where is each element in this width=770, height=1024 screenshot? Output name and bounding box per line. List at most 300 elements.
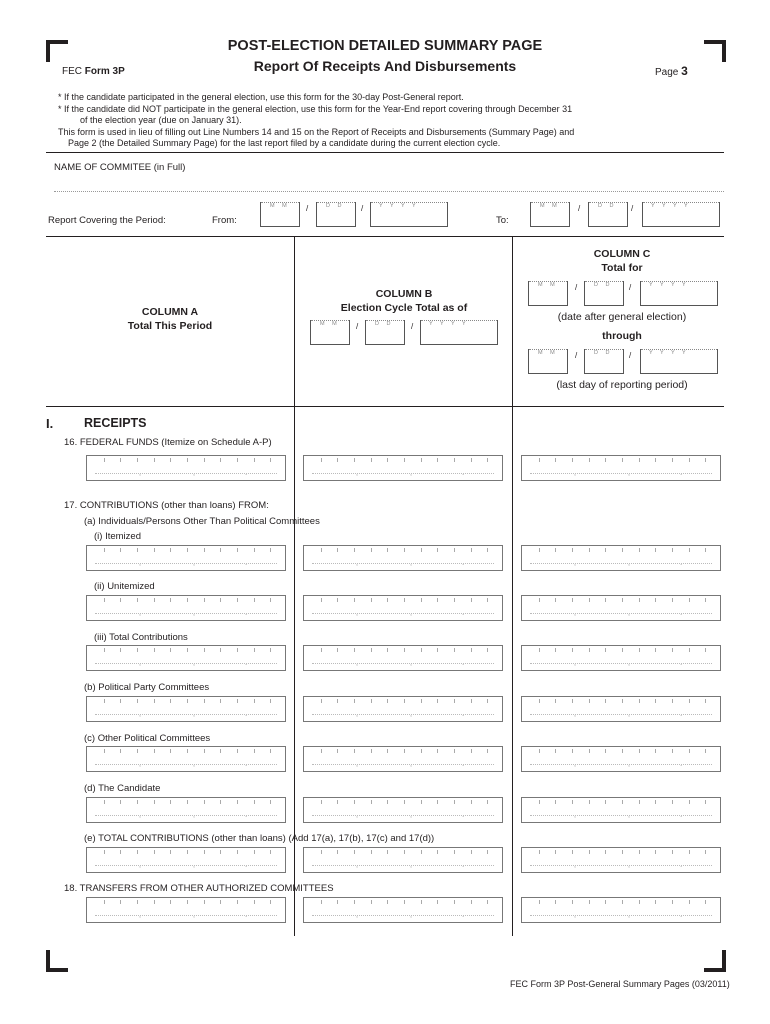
digit-tick <box>454 548 455 552</box>
column-b-year-field[interactable]: Y Y Y Y <box>420 320 498 345</box>
digit-tick <box>237 598 238 602</box>
thousands-mark: , <box>193 711 195 718</box>
digit-tick <box>622 800 623 804</box>
thousands-mark: , <box>574 812 576 819</box>
digit-tick <box>622 749 623 753</box>
digit-tick <box>689 699 690 703</box>
divider <box>46 152 724 153</box>
digit-tick <box>354 548 355 552</box>
digit-tick <box>137 900 138 904</box>
digit-tick <box>421 900 422 904</box>
digit-tick <box>270 598 271 602</box>
digit-tick <box>437 548 438 552</box>
amount-field-line-18-column-a[interactable] <box>86 897 286 923</box>
amount-field-line-17a-ii-column-b[interactable] <box>303 595 503 621</box>
amount-field-line-17c-column-a[interactable] <box>86 746 286 772</box>
digit-tick <box>622 699 623 703</box>
digit-tick <box>120 648 121 652</box>
digit-tick <box>421 749 422 753</box>
amount-field-line-17e-column-a[interactable] <box>86 847 286 873</box>
thousands-mark: , <box>410 470 412 477</box>
digit-tick <box>354 800 355 804</box>
digit-tick <box>371 458 372 462</box>
digit-tick <box>337 648 338 652</box>
committee-name-field[interactable] <box>54 177 724 192</box>
digit-tick <box>404 699 405 703</box>
page-number-value: 3 <box>681 64 688 78</box>
digit-tick <box>539 458 540 462</box>
amount-field-line-17d-column-a[interactable] <box>86 797 286 823</box>
digit-guide <box>95 915 277 916</box>
digit-tick <box>421 850 422 854</box>
digit-tick <box>404 458 405 462</box>
digit-tick <box>237 548 238 552</box>
to-year-field[interactable]: Y Y Y Y <box>642 202 720 227</box>
digit-tick <box>639 699 640 703</box>
thousands-mark: , <box>139 912 141 919</box>
divider <box>46 406 724 407</box>
thousands-mark: , <box>410 560 412 567</box>
digit-tick <box>639 800 640 804</box>
digit-tick <box>471 458 472 462</box>
amount-field-line-18-column-b[interactable] <box>303 897 503 923</box>
digit-tick <box>187 800 188 804</box>
digit-tick <box>204 749 205 753</box>
column-c-start-day-field[interactable]: D D <box>584 281 624 306</box>
digit-tick <box>689 749 690 753</box>
digit-guide <box>530 473 712 474</box>
digit-tick <box>605 648 606 652</box>
amount-field-line-17a-iii-column-b[interactable] <box>303 645 503 671</box>
amount-field-line-16-column-b[interactable] <box>303 455 503 481</box>
period-label: Report Covering the Period: <box>48 215 166 226</box>
digit-tick <box>487 800 488 804</box>
digit-tick <box>705 900 706 904</box>
decimal-mark: . <box>680 910 683 919</box>
digit-tick <box>154 648 155 652</box>
digit-tick <box>387 458 388 462</box>
digit-tick <box>137 800 138 804</box>
amount-field-line-17a-ii-column-a[interactable] <box>86 595 286 621</box>
digit-tick <box>321 850 322 854</box>
digit-tick <box>387 598 388 602</box>
digit-tick <box>689 900 690 904</box>
digit-tick <box>572 900 573 904</box>
digit-tick <box>672 458 673 462</box>
digit-tick <box>120 850 121 854</box>
thousands-mark: , <box>628 812 630 819</box>
page-label: Page <box>655 67 679 78</box>
thousands-mark: , <box>574 912 576 919</box>
date-separator: / <box>629 351 632 360</box>
digit-tick <box>321 458 322 462</box>
digit-tick <box>154 850 155 854</box>
digit-tick <box>371 699 372 703</box>
column-a-subtitle: Total This Period <box>127 320 213 332</box>
digit-tick <box>237 749 238 753</box>
thousands-mark: , <box>139 470 141 477</box>
column-divider <box>294 406 295 936</box>
from-month-field[interactable]: M M <box>260 202 300 227</box>
digit-tick <box>589 900 590 904</box>
amount-field-line-16-column-a[interactable] <box>86 455 286 481</box>
column-b-title: COLUMN B <box>375 288 433 300</box>
digit-tick <box>220 598 221 602</box>
digit-tick <box>387 548 388 552</box>
digit-tick <box>270 548 271 552</box>
digit-guide <box>95 714 277 715</box>
digit-tick <box>137 548 138 552</box>
digit-tick <box>187 598 188 602</box>
amount-field-line-17a-i-column-c[interactable] <box>521 545 721 571</box>
digit-guide <box>530 764 712 765</box>
digit-tick <box>437 699 438 703</box>
digit-tick <box>220 548 221 552</box>
line-17a-iii-label: (iii) Total Contributions <box>94 632 188 643</box>
column-b-day-field[interactable]: D D <box>365 320 405 345</box>
digit-tick <box>689 850 690 854</box>
form-footer: FEC Form 3P Post-General Summary Pages (03/2011) <box>510 979 730 989</box>
digit-tick <box>539 900 540 904</box>
amount-field-line-17d-column-b[interactable] <box>303 797 503 823</box>
digit-tick <box>487 850 488 854</box>
digit-tick <box>672 900 673 904</box>
digit-tick <box>555 900 556 904</box>
thousands-mark: , <box>628 560 630 567</box>
section-title: RECEIPTS <box>84 416 147 430</box>
digit-tick <box>170 548 171 552</box>
digit-guide <box>95 663 277 664</box>
amount-field-line-17b-column-a[interactable] <box>86 696 286 722</box>
instruction-line: Page 2 (the Detailed Summary Page) for the last report filed by a candidate during the current election cycle. <box>68 138 501 148</box>
digit-tick <box>170 598 171 602</box>
amount-field-line-17a-i-column-a[interactable] <box>86 545 286 571</box>
from-year-field[interactable]: Y Y Y Y <box>370 202 448 227</box>
digit-tick <box>454 850 455 854</box>
digit-tick <box>104 648 105 652</box>
digit-guide <box>95 613 277 614</box>
thousands-mark: , <box>356 862 358 869</box>
digit-tick <box>572 648 573 652</box>
digit-tick <box>589 850 590 854</box>
amount-field-line-17a-ii-column-c[interactable] <box>521 595 721 621</box>
digit-tick <box>404 800 405 804</box>
thousands-mark: , <box>410 862 412 869</box>
digit-tick <box>655 598 656 602</box>
digit-tick <box>639 850 640 854</box>
digit-tick <box>555 699 556 703</box>
instruction-line: * If the candidate participated in the general election, use this form for the 30-day Post-General report. <box>58 92 464 102</box>
line-17c-label: (c) Other Political Committees <box>84 733 211 744</box>
digit-tick <box>705 548 706 552</box>
thousands-mark: , <box>628 470 630 477</box>
digit-tick <box>437 648 438 652</box>
digit-tick <box>337 800 338 804</box>
digit-tick <box>421 648 422 652</box>
digit-tick <box>689 458 690 462</box>
column-divider <box>512 406 513 936</box>
digit-tick <box>170 458 171 462</box>
column-a-title: COLUMN A <box>141 306 199 318</box>
line-17a-ii-label: (ii) Unitemized <box>94 581 155 592</box>
digit-guide <box>312 613 494 614</box>
digit-tick <box>454 699 455 703</box>
decimal-mark: . <box>245 860 248 869</box>
digit-tick <box>254 900 255 904</box>
to-month-field[interactable]: M M <box>530 202 570 227</box>
date-separator: / <box>578 204 581 213</box>
digit-tick <box>220 900 221 904</box>
digit-tick <box>321 598 322 602</box>
digit-tick <box>454 749 455 753</box>
digit-tick <box>104 850 105 854</box>
digit-tick <box>555 548 556 552</box>
digit-guide <box>95 563 277 564</box>
digit-tick <box>154 749 155 753</box>
amount-field-line-16-column-c[interactable] <box>521 455 721 481</box>
digit-tick <box>572 850 573 854</box>
digit-tick <box>454 800 455 804</box>
digit-tick <box>120 749 121 753</box>
line-17-label: 17. CONTRIBUTIONS (other than loans) FROM: <box>64 500 269 511</box>
digit-tick <box>622 648 623 652</box>
digit-guide <box>95 764 277 765</box>
column-divider <box>294 236 295 406</box>
digit-tick <box>237 900 238 904</box>
from-day-field[interactable]: D D <box>316 202 356 227</box>
digit-tick <box>187 648 188 652</box>
digit-tick <box>270 900 271 904</box>
digit-tick <box>639 900 640 904</box>
digit-tick <box>187 548 188 552</box>
digit-guide <box>530 865 712 866</box>
column-divider <box>512 236 513 406</box>
digit-tick <box>387 648 388 652</box>
decimal-mark: . <box>462 810 465 819</box>
digit-tick <box>354 458 355 462</box>
digit-tick <box>672 648 673 652</box>
thousands-mark: , <box>356 761 358 768</box>
date-separator: / <box>575 283 578 292</box>
digit-tick <box>371 850 372 854</box>
date-separator: / <box>306 204 309 213</box>
digit-tick <box>154 598 155 602</box>
amount-field-line-17c-column-c[interactable] <box>521 746 721 772</box>
digit-tick <box>655 749 656 753</box>
column-c-end-year-field[interactable]: Y Y Y Y <box>640 349 718 374</box>
digit-tick <box>421 800 422 804</box>
digit-tick <box>321 699 322 703</box>
digit-tick <box>655 900 656 904</box>
digit-guide <box>312 473 494 474</box>
digit-tick <box>220 850 221 854</box>
digit-tick <box>270 749 271 753</box>
digit-tick <box>622 850 623 854</box>
decimal-mark: . <box>680 810 683 819</box>
column-b-month-field[interactable]: M M <box>310 320 350 345</box>
digit-tick <box>539 648 540 652</box>
digit-tick <box>371 648 372 652</box>
digit-guide <box>312 563 494 564</box>
column-c-last-note: (last day of reporting period) <box>556 379 688 391</box>
column-c-start-month-field[interactable]: M M <box>528 281 568 306</box>
digit-tick <box>371 598 372 602</box>
decimal-mark: . <box>680 709 683 718</box>
digit-tick <box>689 800 690 804</box>
committee-name-label: NAME OF COMMITEE (in Full) <box>54 162 186 173</box>
digit-tick <box>404 648 405 652</box>
amount-field-line-17d-column-c[interactable] <box>521 797 721 823</box>
digit-tick <box>387 900 388 904</box>
digit-tick <box>705 749 706 753</box>
section-number: I. <box>46 416 54 431</box>
digit-tick <box>555 458 556 462</box>
digit-tick <box>672 699 673 703</box>
date-separator: / <box>356 322 359 331</box>
digit-guide <box>312 915 494 916</box>
decimal-mark: . <box>680 658 683 667</box>
thousands-mark: , <box>139 812 141 819</box>
digit-tick <box>204 548 205 552</box>
instruction-line: This form is used in lieu of filling out Line Numbers 14 and 15 on the Report of Receipts and Disbursements (Summary Page) and <box>58 126 575 137</box>
amount-field-line-17e-column-b[interactable] <box>303 847 503 873</box>
decimal-mark: . <box>462 468 465 477</box>
digit-tick <box>437 598 438 602</box>
digit-tick <box>655 800 656 804</box>
digit-tick <box>104 699 105 703</box>
thousands-mark: , <box>628 610 630 617</box>
digit-tick <box>689 548 690 552</box>
decimal-mark: . <box>680 468 683 477</box>
digit-tick <box>437 458 438 462</box>
amount-field-line-17a-i-column-b[interactable] <box>303 545 503 571</box>
digit-tick <box>170 749 171 753</box>
digit-guide <box>530 714 712 715</box>
digit-tick <box>639 548 640 552</box>
digit-tick <box>120 458 121 462</box>
amount-field-line-18-column-c[interactable] <box>521 897 721 923</box>
line-17a-label: (a) Individuals/Persons Other Than Political Committees <box>84 516 320 527</box>
digit-tick <box>170 699 171 703</box>
digit-tick <box>589 648 590 652</box>
digit-tick <box>137 749 138 753</box>
digit-tick <box>471 749 472 753</box>
digit-tick <box>254 598 255 602</box>
thousands-mark: , <box>139 610 141 617</box>
amount-field-line-17b-column-c[interactable] <box>521 696 721 722</box>
line-18-label: 18. TRANSFERS FROM OTHER AUTHORIZED COMMITTEES <box>64 883 334 894</box>
digit-tick <box>321 648 322 652</box>
column-c-end-month-field[interactable]: M M <box>528 349 568 374</box>
digit-guide <box>312 663 494 664</box>
digit-tick <box>254 548 255 552</box>
digit-tick <box>655 458 656 462</box>
digit-tick <box>705 800 706 804</box>
column-c-start-year-field[interactable]: Y Y Y Y <box>640 281 718 306</box>
thousands-mark: , <box>193 610 195 617</box>
digit-tick <box>655 699 656 703</box>
column-c-through: through <box>602 330 642 342</box>
thousands-mark: , <box>574 470 576 477</box>
digit-tick <box>254 648 255 652</box>
thousands-mark: , <box>356 711 358 718</box>
digit-tick <box>705 458 706 462</box>
digit-tick <box>204 900 205 904</box>
digit-guide <box>312 764 494 765</box>
digit-tick <box>337 458 338 462</box>
digit-guide <box>530 613 712 614</box>
digit-tick <box>321 548 322 552</box>
digit-tick <box>387 800 388 804</box>
decimal-mark: . <box>680 759 683 768</box>
digit-guide <box>530 815 712 816</box>
digit-tick <box>672 749 673 753</box>
instructions <box>58 92 698 150</box>
digit-tick <box>404 850 405 854</box>
digit-tick <box>605 800 606 804</box>
decimal-mark: . <box>462 558 465 567</box>
decimal-mark: . <box>680 608 683 617</box>
thousands-mark: , <box>139 761 141 768</box>
thousands-mark: , <box>410 711 412 718</box>
amount-field-line-17e-column-c[interactable] <box>521 847 721 873</box>
digit-tick <box>487 900 488 904</box>
digit-tick <box>120 598 121 602</box>
corner-mark-bottom-left <box>46 950 68 972</box>
digit-tick <box>639 458 640 462</box>
thousands-mark: , <box>574 761 576 768</box>
digit-tick <box>589 800 590 804</box>
amount-field-line-17a-iii-column-a[interactable] <box>86 645 286 671</box>
digit-tick <box>454 598 455 602</box>
digit-tick <box>270 800 271 804</box>
digit-tick <box>471 850 472 854</box>
thousands-mark: , <box>574 711 576 718</box>
digit-tick <box>404 598 405 602</box>
thousands-mark: , <box>574 660 576 667</box>
thousands-mark: , <box>193 812 195 819</box>
digit-tick <box>471 800 472 804</box>
digit-tick <box>237 648 238 652</box>
digit-tick <box>454 648 455 652</box>
to-day-field[interactable]: D D <box>588 202 628 227</box>
thousands-mark: , <box>410 660 412 667</box>
digit-tick <box>639 648 640 652</box>
digit-tick <box>705 699 706 703</box>
amount-field-line-17b-column-b[interactable] <box>303 696 503 722</box>
digit-tick <box>404 749 405 753</box>
from-label: From: <box>212 215 237 226</box>
instruction-line: of the election year (due on January 31). <box>80 115 242 125</box>
digit-tick <box>622 548 623 552</box>
digit-tick <box>220 749 221 753</box>
amount-field-line-17a-iii-column-c[interactable] <box>521 645 721 671</box>
digit-tick <box>387 850 388 854</box>
decimal-mark: . <box>245 468 248 477</box>
amount-field-line-17c-column-b[interactable] <box>303 746 503 772</box>
digit-tick <box>170 648 171 652</box>
column-c-end-day-field[interactable]: D D <box>584 349 624 374</box>
digit-tick <box>487 458 488 462</box>
digit-tick <box>270 699 271 703</box>
digit-tick <box>471 648 472 652</box>
digit-tick <box>354 850 355 854</box>
digit-tick <box>254 800 255 804</box>
digit-tick <box>154 458 155 462</box>
decimal-mark: . <box>245 709 248 718</box>
digit-tick <box>572 699 573 703</box>
digit-tick <box>371 800 372 804</box>
